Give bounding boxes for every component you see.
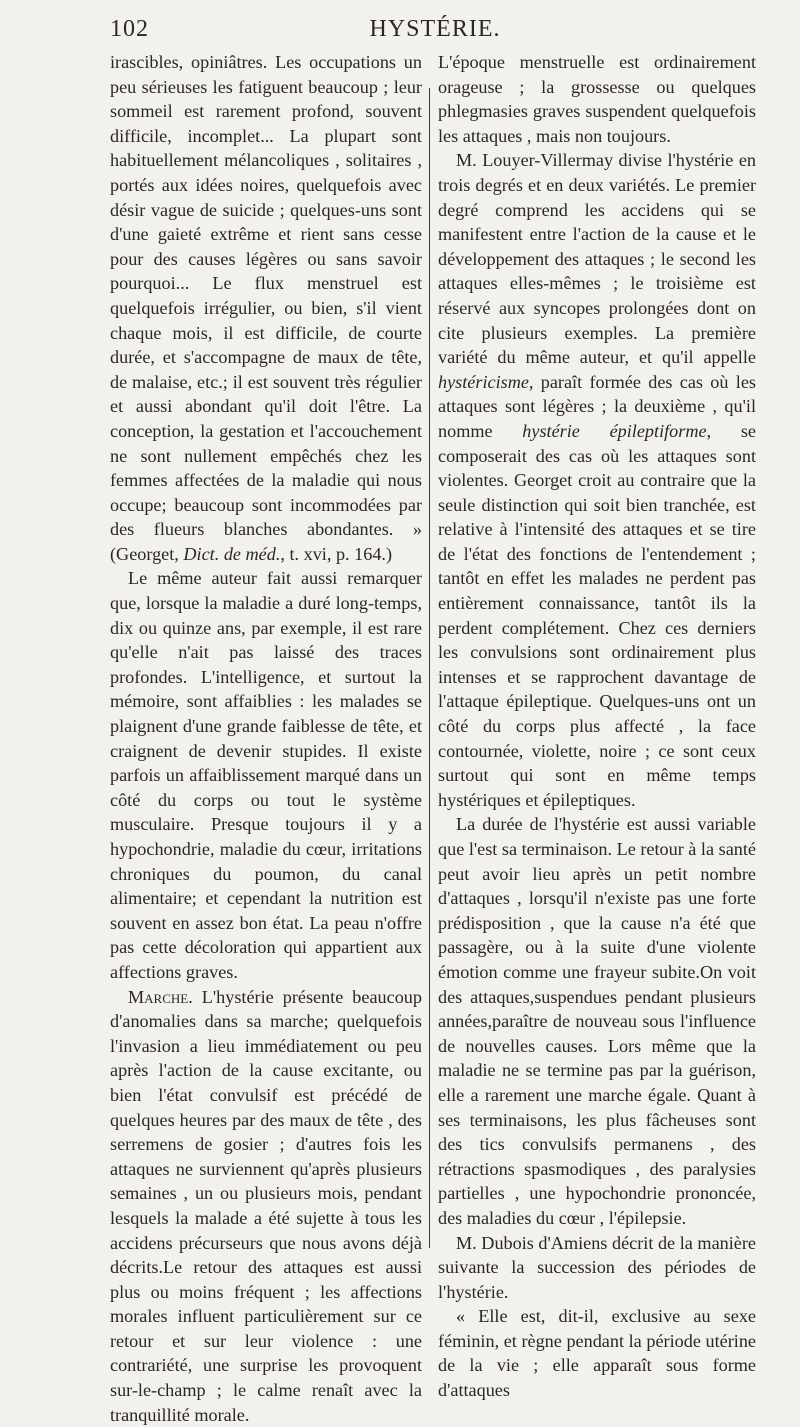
left-column [110, 50, 422, 1427]
section-heading: Marche. [128, 986, 193, 1007]
page-number: 102 [110, 16, 149, 42]
paragraph: irascibles, opiniâtres. Les occupations un peu sérieuses les fatiguent beaucoup ; leur sommeil est rarement profond, souvent difficile, incomplet... La plupart sont habituellement mélancoliques , solitaires , portés aux idées noires, quelquefois avec désir vague de suicide ; quelques-uns sont d'une gaieté extrême et rient sans cesse pour des causes légères ou sans savoir pourquoi... Le flux menstruel est quelquefois irrégulier, ou bien, s'il vient chaque mois, il est difficile, de courte durée, et s'accompagne de maux de tête, de malaise, etc.; il est souvent très régulier et aussi abondant qu'il doit l'être. La conception, la gestation et l'accouchement ne sont nullement empêchés chez les femmes affectées de la maladie qui nous occupe; beaucoup sont incommodées par des flueurs blanches abondantes. » (Georget, Dict. de méd., t. xvi, p. 164.) [110, 52, 422, 564]
term: hystérie épileptiforme [522, 420, 707, 441]
paragraph: L'époque menstruelle est ordinairement orageuse ; la grossesse ou quelques phlegmasies graves suspendent quelquefois les attaques , mais non toujours. [438, 52, 756, 146]
paragraph: M. Louyer-Villermay divise l'hystérie en trois degrés et en deux variétés. Le premier degré comprend les accidens qui se manifestent entre l'action de la cause et le développement des attaques ; le second les attaques elles-mêmes ; le troisième est réservé aux syncopes prolongées dont on cite plusieurs exemples. La première variété du même auteur, et qu'il appelle hystéricisme, paraît formée des cas où les attaques sont légères ; la deuxième , qu'il nomme hystérie épileptiforme, se composerait des cas où les attaques sont violentes. Georget croit au contraire que la seule distinction qui soit bien tranchée, est relative à l'intensité des attaques et se tire de l'état des fonctions de l'entendement ; tantôt en effet les malades ne perdent pas entièrement connaissance, tantôt ils la perdent complétement. Chez ces derniers les convulsions sont ordinairement plus intenses et se rapprochent davantage de l'attaque épileptique. Quelques-uns ont un côté du corps plus affecté , la face contournée, violette, noire ; ce sont ceux surtout qui sont en même temps hystériques et épileptiques. [438, 150, 756, 810]
term: hystéricisme [438, 371, 529, 392]
paragraph: Le même auteur fait aussi remarquer que, lorsque la maladie a duré long-temps, dix ou quinze ans, par exemple, il est rare qu'elle n'ait pas laissé des traces profondes. L'intelligence, et surtout la mémoire, sont affaiblies : les malades se plaignent d'une grande faiblesse de tête, et craignent de devenir stupides. Il existe parfois un affaiblissement marqué dans un côté du corps ou tout le système musculaire. Presque toujours il y a hypochondrie, maladie du cœur, irritations chroniques du poumon, du canal alimentaire; et cependant la nutrition est souvent en assez bon état. La peau n'offre pas cette décoloration qui appartient aux affections graves. [110, 568, 422, 982]
right-column [438, 50, 756, 1403]
paragraph: La durée de l'hystérie est aussi variable que l'est sa terminaison. Le retour à la santé peut avoir lieu après un petit nombre d'attaques , lorsqu'il n'existe pas une forte prédisposition , que la cause n'a été que passagère, ou à la suite d'une violente émotion comme une frayeur subite.On voit des attaques,suspendues pendant plusieurs années,paraître de nouveau sous l'influence de nouvelles causes. Lors même que la maladie ne se termine pas par la guérison, elle a rarement une marche égale. Quant à ses terminaisons, les plus fâcheuses sont des tics convulsifs permanens , des rétractions spasmodiques , des paralysies partielles , une hypochondrie prononcée, des maladies du cœur , l'épilepsie. [438, 814, 756, 1228]
column-divider [429, 88, 430, 1248]
running-title: HYSTÉRIE. [369, 16, 501, 42]
paragraph: M. Dubois d'Amiens décrit de la manière suivante la succession des périodes de l'hystérie. [438, 1232, 756, 1302]
paragraph: Marche. L'hystérie présente beaucoup d'anomalies dans sa marche; quelquefois l'invasion a lieu immédiatement ou peu après l'action de la cause excitante, ou bien l'état convulsif est précédé de quelques heures par des maux de tête , des serremens de gosier ; d'autres fois les attaques ne surviennent qu'après plusieurs semaines , un ou plusieurs mois, pendant lesquels la malade a été sujette à tous les accidens précurseurs que nous avons déjà décrits.Le retour des attaques est aussi plus ou moins fréquent ; les affections morales influent particulièrement sur ce retour et sur leur violence : une contrariété, une surprise les provoquent sur-le-champ ; le calme renaît avec la tranquillité morale. [110, 986, 422, 1425]
citation: Dict. de méd. [183, 543, 281, 564]
running-head [110, 14, 760, 44]
paragraph: « Elle est, dit-il, exclusive au sexe féminin, et règne pendant la période utérine de la vie ; elle apparaît sous forme d'attaques [438, 1306, 756, 1401]
